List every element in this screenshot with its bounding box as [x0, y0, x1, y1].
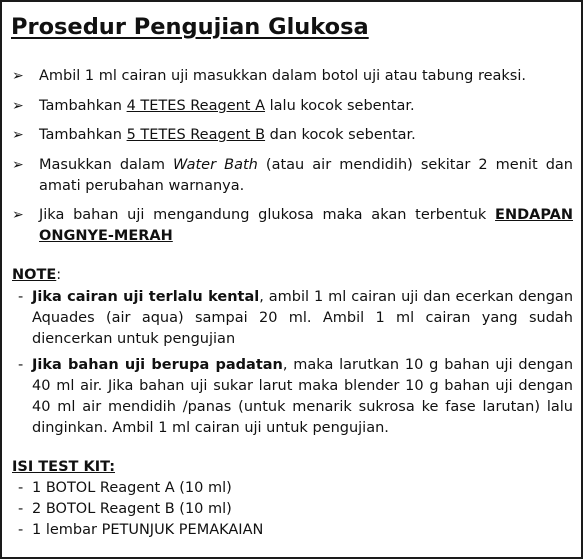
arrow-bullet-icon: ➢	[12, 207, 24, 223]
step-1	[12, 66, 573, 87]
step-2-text: Tambahkan 4 TETES Reagent A lalu kocok sebentar.	[39, 98, 415, 114]
dash-bullet: -	[18, 501, 24, 517]
water-bath-term: Water Bath	[173, 157, 258, 173]
dash-bullet: -	[18, 357, 24, 373]
step-3-text: Tambahkan 5 TETES Reagent B dan kocok sebentar.	[39, 127, 416, 143]
reagent-b-drops: 5 TETES Reagent B	[126, 127, 266, 143]
kit-item-1-text: 1 BOTOL Reagent A (10 ml)	[32, 480, 232, 496]
page-title: Prosedur Pengujian Glukosa	[11, 14, 369, 40]
kit-item-1	[18, 478, 558, 499]
arrow-bullet-icon: ➢	[12, 127, 24, 143]
step-5-text: Jika bahan uji mengandung glukosa maka akan terbentuk ENDAPAN ONGNYE-MERAH	[39, 207, 573, 244]
kit-item-3	[18, 520, 558, 541]
note-item-2-text: Jika bahan uji berupa padatan, maka larutkan 10 g bahan uji dengan 40 ml air. Jika bahan uji sukar larut maka blender 10 g bahan uji dengan 40 ml air mendidih /panas (untuk menarik sukrosa ke fase larutan) lalu dinginkan. Ambil 1 ml cairan uji untuk pengujian.	[32, 357, 574, 436]
step-1-text: Ambil 1 ml cairan uji masukkan dalam botol uji atau tabung reaksi.	[39, 68, 527, 84]
kit-item-2	[18, 499, 558, 520]
arrow-bullet-icon: ➢	[12, 157, 24, 173]
note-item-1	[18, 287, 573, 350]
kit-item-3-text: 1 lembar PETUNJUK PEMAKAIAN	[32, 522, 264, 538]
dash-bullet: -	[18, 289, 24, 305]
kit-item-2-text: 2 BOTOL Reagent B (10 ml)	[32, 501, 232, 517]
step-2	[12, 96, 573, 117]
kit-heading: ISI TEST KIT:	[12, 459, 115, 475]
note-heading: NOTE:	[12, 267, 62, 283]
step-4-text: Masukkan dalam Water Bath (atau air mendidih) sekitar 2 menit dan amati perubahan warnanya.	[39, 157, 573, 194]
result-precipitate: ENDAPAN ONGNYE-MERAH	[39, 207, 573, 244]
arrow-bullet-icon: ➢	[12, 98, 24, 114]
dash-bullet: -	[18, 522, 24, 538]
step-5	[12, 205, 573, 247]
step-3	[12, 125, 573, 146]
note-item-1-text: Jika cairan uji terlalu kental, ambil 1 ml cairan uji dan ecerkan dengan Aquades (air aqua) sampai 20 ml. Ambil 1 ml cairan yang sudah diencerkan untuk pengujian	[32, 289, 574, 347]
dash-bullet: -	[18, 480, 24, 496]
note-item-2	[18, 355, 573, 439]
reagent-a-drops: 4 TETES Reagent A	[126, 98, 266, 114]
arrow-bullet-icon: ➢	[12, 68, 24, 84]
step-4	[12, 155, 573, 197]
